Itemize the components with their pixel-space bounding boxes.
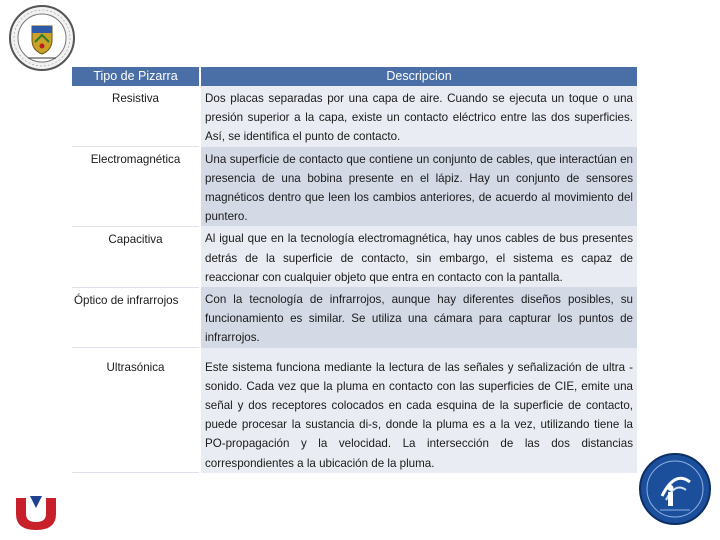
pizarra-types-table (72, 67, 637, 473)
table-row (72, 147, 637, 227)
tipo-cell: Óptico de infrarrojos (72, 287, 200, 348)
university-seal-icon (8, 4, 76, 72)
tipo-cell: Ultrasónica (72, 348, 200, 473)
table-row (72, 287, 637, 348)
tipo-cell: Resistiva (72, 86, 200, 147)
table-row (72, 348, 637, 473)
header-tipo: Tipo de Pizarra (72, 67, 200, 86)
table-row (72, 226, 637, 287)
tipo-cell: Electromagnética (72, 147, 200, 227)
red-u-logo-icon (12, 492, 60, 532)
descripcion-cell: Este sistema funciona mediante la lectura de las señales y señalización de ultra - sonido. Cada vez que la pluma en contacto con las superficies de CIE, emite una señal y dos receptores colocados en cada esquina de la superficie de contacto, puede procesar la sustancia di-s, donde la pluma es a la vez, utilizando tiene la PO-propagación y la velocidad. La intersección de las dos distancias correspondientes a la ubicación de la pluma. (200, 348, 637, 473)
header-descripcion: Descripcion (200, 67, 637, 86)
descripcion-cell: Con la tecnología de infrarrojos, aunque hay diferentes diseños posibles, su funcionamiento es similar. Se utiliza una cámara para capturar los puntos de infrarrojos. (200, 287, 637, 348)
tipo-cell: Capacitiva (72, 226, 200, 287)
table-row (72, 86, 637, 147)
table-header-row (72, 67, 637, 86)
descripcion-cell: Al igual que en la tecnología electromagnética, hay unos cables de bus presentes detrás de la superficie de contacto, sin embargo, el sistema es capaz de reaccionar con cualquier objeto que entra en contacto con la pantalla. (200, 226, 637, 287)
blue-circle-emblem-icon (638, 452, 712, 526)
descripcion-cell: Una superficie de contacto que contiene un conjunto de cables, que interactúan en presencia de una bobina presente en el lápiz. Hay un conjunto de sensores magnéticos dentro que leen los cambios anteriores, de acuerdo al movimiento del puntero. (200, 147, 637, 227)
descripcion-cell: Dos placas separadas por una capa de aire. Cuando se ejecuta un toque o una presión superior a la capa, existe un contacto eléctrico entre las dos superficies. Así, se identifica el punto de contacto. (200, 86, 637, 147)
